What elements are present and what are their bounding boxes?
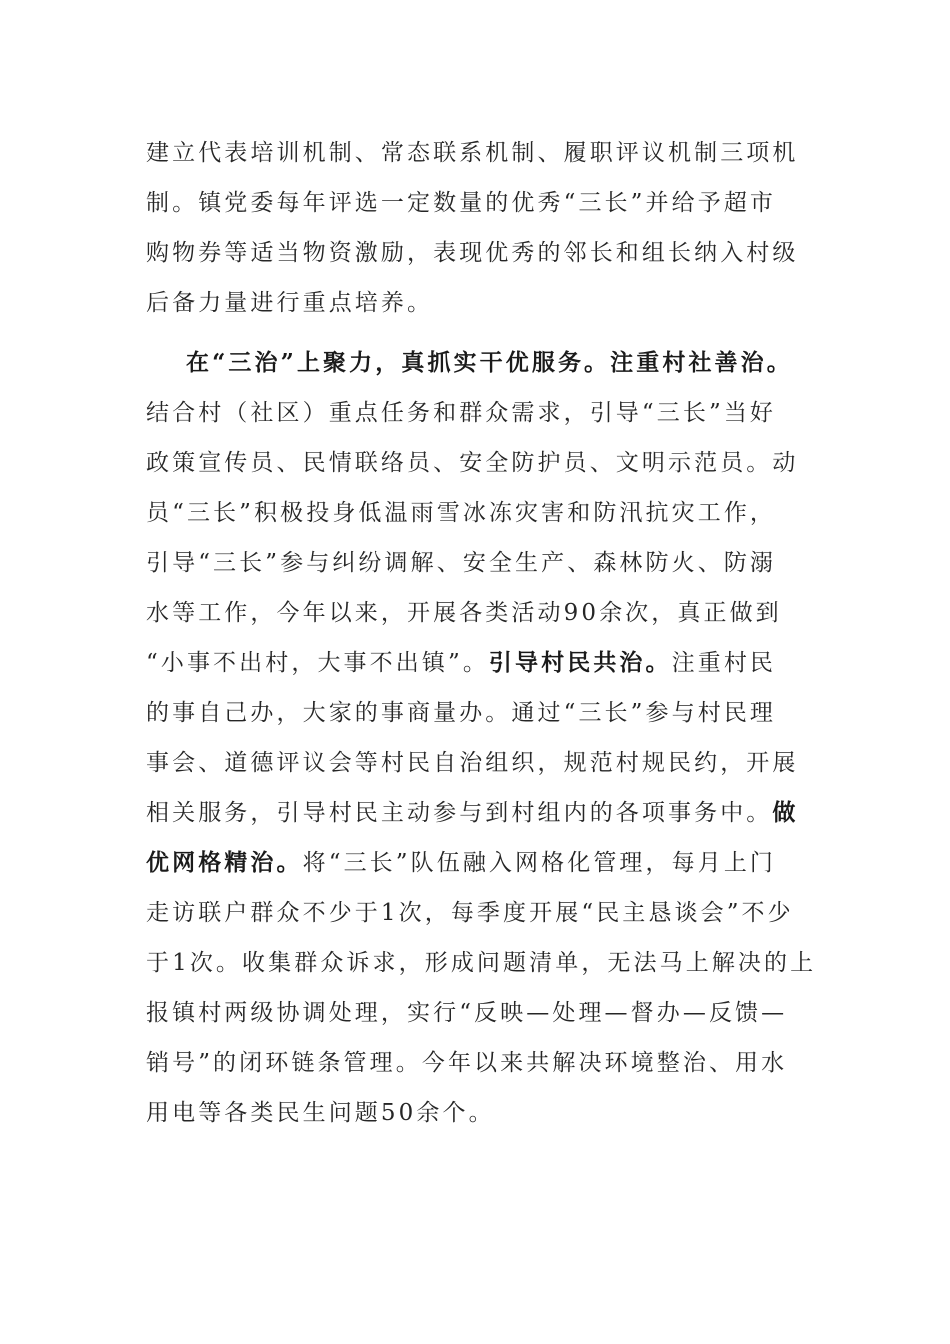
section-heading: 在“三治”上聚力，真抓实干优服务。注重村社善治。	[186, 349, 793, 376]
subheading-grid-governance-start: 做	[772, 799, 799, 826]
subheading-grid-governance-end: 优网格精治。	[146, 849, 303, 876]
text-line: 政策宣传员、民情联络员、安全防护员、文明示范员。动	[146, 450, 799, 476]
text-line: 建立代表培训机制、常态联系机制、履职评议机制三项机	[146, 140, 799, 166]
text-line: 报镇村两级协调处理，实行“反映—处理—督办—反馈—	[146, 1000, 788, 1026]
text-line: 购物券等适当物资激励，表现优秀的邻长和组长纳入村级	[146, 240, 799, 266]
subheading-villager-governance: 引导村民共治。	[488, 649, 672, 676]
text-run: 相关服务，引导村民主动参与到村组内的各项事务中。	[146, 800, 773, 826]
text-line: 引导“三长”参与纠纷调解、安全生产、森林防火、防溺	[146, 550, 777, 576]
paragraph-three-governance	[146, 338, 817, 1138]
text-line: 水等工作，今年以来，开展各类活动90余次，真正做到	[146, 600, 782, 626]
text-line: 走访联户群众不少于1次，每季度开展“民主恳谈会”不少	[146, 900, 794, 926]
paragraph-mechanisms	[146, 128, 806, 328]
text-line: 结合村（社区）重点任务和群众需求，引导“三长”当好	[146, 400, 777, 426]
text-run: “小事不出村，大事不出镇”。	[146, 650, 489, 676]
text-line	[146, 788, 806, 838]
text-line: 于1次。收集群众诉求，形成问题清单，无法马上解决的上	[146, 950, 817, 976]
text-line: 制。镇党委每年评选一定数量的优秀“三长”并给予超市	[146, 190, 777, 216]
text-line: 用电等各类民生问题50余个。	[146, 1100, 495, 1126]
text-line: 员“三长”积极投身低温雨雪冰冻灾害和防汛抗灾工作，	[146, 500, 777, 526]
text-line: 的事自己办，大家的事商量办。通过“三长”参与村民理	[146, 700, 777, 726]
text-line: 后备力量进行重点培养。	[146, 290, 434, 316]
text-line: 销号”的闭环链条管理。今年以来共解决环境整治、用水	[146, 1050, 788, 1076]
text-run: 注重村民	[671, 650, 777, 676]
text-line: 事会、道德评议会等村民自治组织，规范村规民约，开展	[146, 750, 799, 776]
text-line	[146, 638, 806, 688]
text-run: 将“三长”队伍融入网格化管理，每月上门	[302, 850, 777, 876]
text-line	[146, 838, 806, 888]
